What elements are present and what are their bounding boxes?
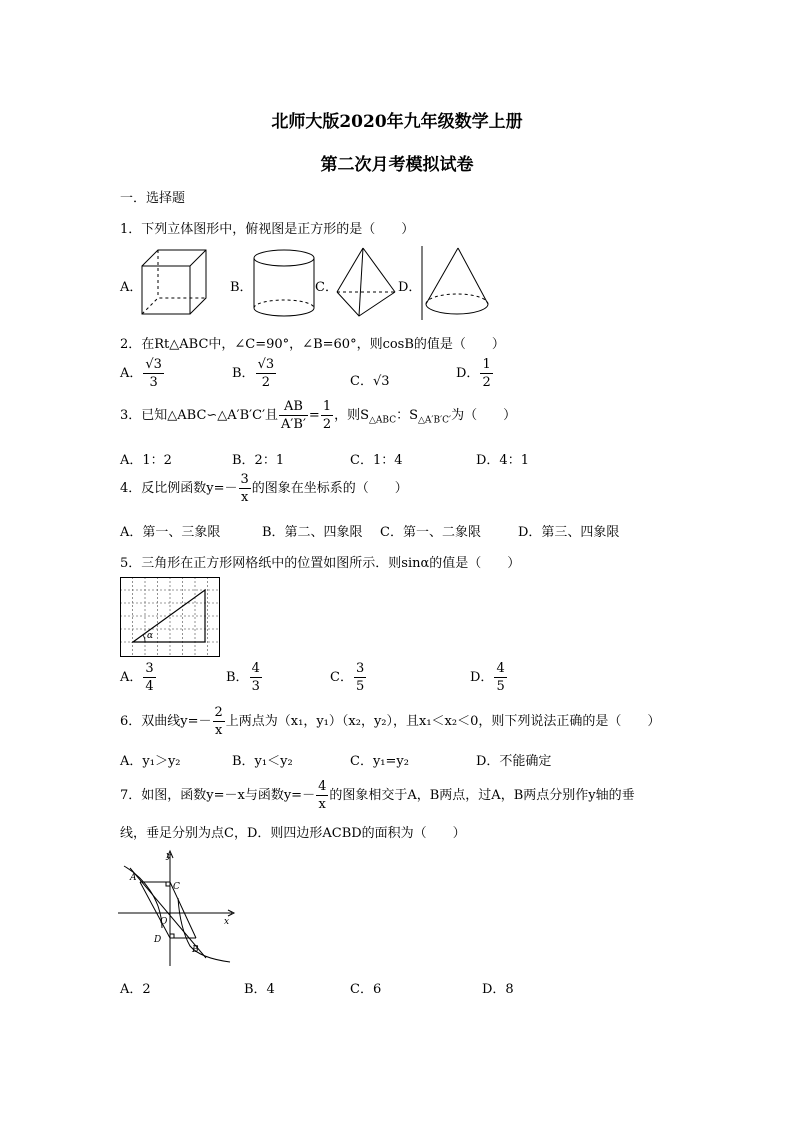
point-d-label: D	[154, 935, 162, 945]
q7-option-b: B．4	[244, 982, 275, 997]
q3-half-den: 2	[322, 417, 332, 432]
q7-option-a: A．2	[120, 982, 151, 997]
section-title: 一．选择题	[120, 191, 186, 206]
q7-denominator: x	[318, 797, 326, 812]
q2-option-b	[232, 358, 277, 389]
q2-d-denominator: 2	[482, 375, 491, 390]
q2-a-numerator: √3	[145, 357, 162, 372]
q5-d-den: 5	[496, 679, 505, 694]
q3-option-b: B．2：1	[232, 453, 285, 468]
q6-stem-before: 6．双曲线y=－	[120, 714, 212, 729]
q7-stem-before: 7．如图，函数y=－x与函数y=－	[120, 788, 316, 803]
question-2-stem: 2．在Rt△ABC中，∠C=90°，∠B=60°，则cosB的值是（ ）	[120, 337, 505, 352]
q6-option-c: C．y₁=y₂	[350, 754, 409, 769]
q2-a-denominator: 3	[149, 375, 158, 390]
q2-d-numerator: 1	[482, 357, 491, 372]
alpha-label: α	[147, 631, 154, 641]
q6-stem-after: 上两点为（x₁，y₁）（x₂，y₂），且x₁＜x₂＜0，则下列说法正确的是（ ）	[225, 714, 661, 729]
q6-option-d: D．不能确定	[476, 754, 552, 769]
page-title: 北师大版2020年九年级数学上册	[271, 112, 523, 132]
question-3-stem	[120, 400, 516, 431]
q5-option-a-label: A．	[120, 670, 143, 685]
q4-option-b: B．第二、四象限	[262, 525, 363, 540]
q5-option-b	[226, 662, 263, 693]
q3-stem-after-1: ，则S	[334, 408, 369, 423]
question-1-stem: 1．下列立体图形中，俯视图是正方形的是（ ）	[120, 222, 415, 237]
q5-option-a	[120, 662, 157, 693]
q5-a-den: 4	[145, 679, 154, 694]
q5-option-d-label: D．	[470, 670, 494, 685]
q7-option-d: D．8	[482, 982, 514, 997]
origin-label: O	[160, 917, 168, 927]
q3-frac-num: AB	[279, 400, 308, 416]
question-5-stem: 5．三角形在正方形网格纸中的位置如图所示．则sinα的值是（ ）	[120, 556, 521, 571]
q6-option-b: B．y₁＜y₂	[232, 754, 293, 769]
point-a-label: A	[130, 873, 137, 883]
q3-option-d: D．4：1	[476, 453, 529, 468]
question-6-stem	[120, 706, 660, 737]
q5-option-b-label: B．	[226, 670, 249, 685]
q7-stem-after: 的图象相交于A，B两点，过A，B两点分别作y轴的垂	[329, 788, 635, 803]
q2-option-a	[120, 358, 165, 389]
q4-option-c: C．第一、二象限	[380, 525, 481, 540]
q6-denominator: x	[214, 723, 223, 738]
q1-option-c-label: C．	[315, 280, 338, 295]
y-axis-label: y	[166, 851, 172, 861]
q5-a-num: 3	[145, 661, 154, 676]
q2-option-d	[456, 358, 494, 389]
q5-d-num: 4	[496, 661, 505, 676]
q4-stem-after: 的图象在坐标系的（ ）	[251, 481, 408, 496]
q3-option-a: A．1：2	[120, 453, 172, 468]
q3-frac-den: A′B′	[281, 417, 306, 432]
q2-option-c	[350, 370, 390, 389]
q4-denominator: x	[240, 490, 249, 505]
cylinder-icon	[250, 248, 318, 320]
q3-stem-after-2: ：S	[396, 408, 418, 423]
x-axis-label: x	[224, 917, 230, 927]
q2-c-value: √3	[372, 374, 390, 389]
q6-numerator: 2	[214, 705, 223, 720]
question-4-stem	[120, 473, 408, 504]
q5-b-num: 4	[251, 661, 260, 676]
question-7-stem	[120, 780, 635, 811]
q2-b-denominator: 2	[261, 375, 270, 390]
q3-equals: =	[308, 408, 320, 423]
q5-option-c	[330, 662, 367, 693]
q7-numerator: 4	[318, 779, 327, 794]
point-b-label: B	[192, 945, 199, 955]
hyperbola-line-figure	[118, 848, 238, 968]
q1-option-b-label: B．	[230, 280, 253, 295]
q5-option-c-label: C．	[330, 670, 353, 685]
q3-half-num: 1	[322, 399, 332, 414]
q3-stem-after-3: 为（ ）	[451, 408, 517, 423]
pyramid-icon	[333, 246, 399, 320]
q5-c-den: 5	[355, 679, 365, 694]
page-subtitle: 第二次月考模拟试卷	[320, 155, 474, 175]
q1-option-d-label: D．	[398, 280, 422, 295]
q4-option-d: D．第三、四象限	[518, 525, 620, 540]
q6-option-a: A．y₁＞y₂	[120, 754, 181, 769]
q4-numerator: 3	[240, 472, 249, 487]
q5-c-num: 3	[355, 661, 365, 676]
q3-option-c: C．1：4	[350, 453, 403, 468]
q4-stem-before: 4．反比例函数y=－	[120, 481, 238, 496]
cone-icon	[418, 246, 490, 322]
q4-option-a: A．第一、三象限	[120, 525, 221, 540]
q1-option-a-label: A．	[120, 280, 143, 295]
point-c-label: C	[173, 882, 180, 892]
grid-triangle-figure	[120, 577, 220, 657]
q3-stem-before: 3．已知△ABC∽△A′B′C′且	[120, 408, 279, 423]
q7-option-c: C．6	[350, 982, 382, 997]
q2-option-b-label: B．	[232, 366, 255, 381]
q2-option-a-label: A．	[120, 366, 143, 381]
question-7-stem-line2: 线，垂足分别为点C，D．则四边形ACBD的面积为（ ）	[120, 826, 466, 841]
q2-b-numerator: √3	[257, 357, 275, 372]
q2-option-c-label: C．	[350, 374, 373, 389]
q2-option-d-label: D．	[456, 366, 480, 381]
cube-icon	[140, 248, 210, 318]
q3-sub1: △ABC	[369, 415, 397, 426]
q5-option-d	[470, 662, 508, 693]
q5-b-den: 3	[251, 679, 260, 694]
q3-sub2: △A′B′C′	[418, 415, 452, 426]
